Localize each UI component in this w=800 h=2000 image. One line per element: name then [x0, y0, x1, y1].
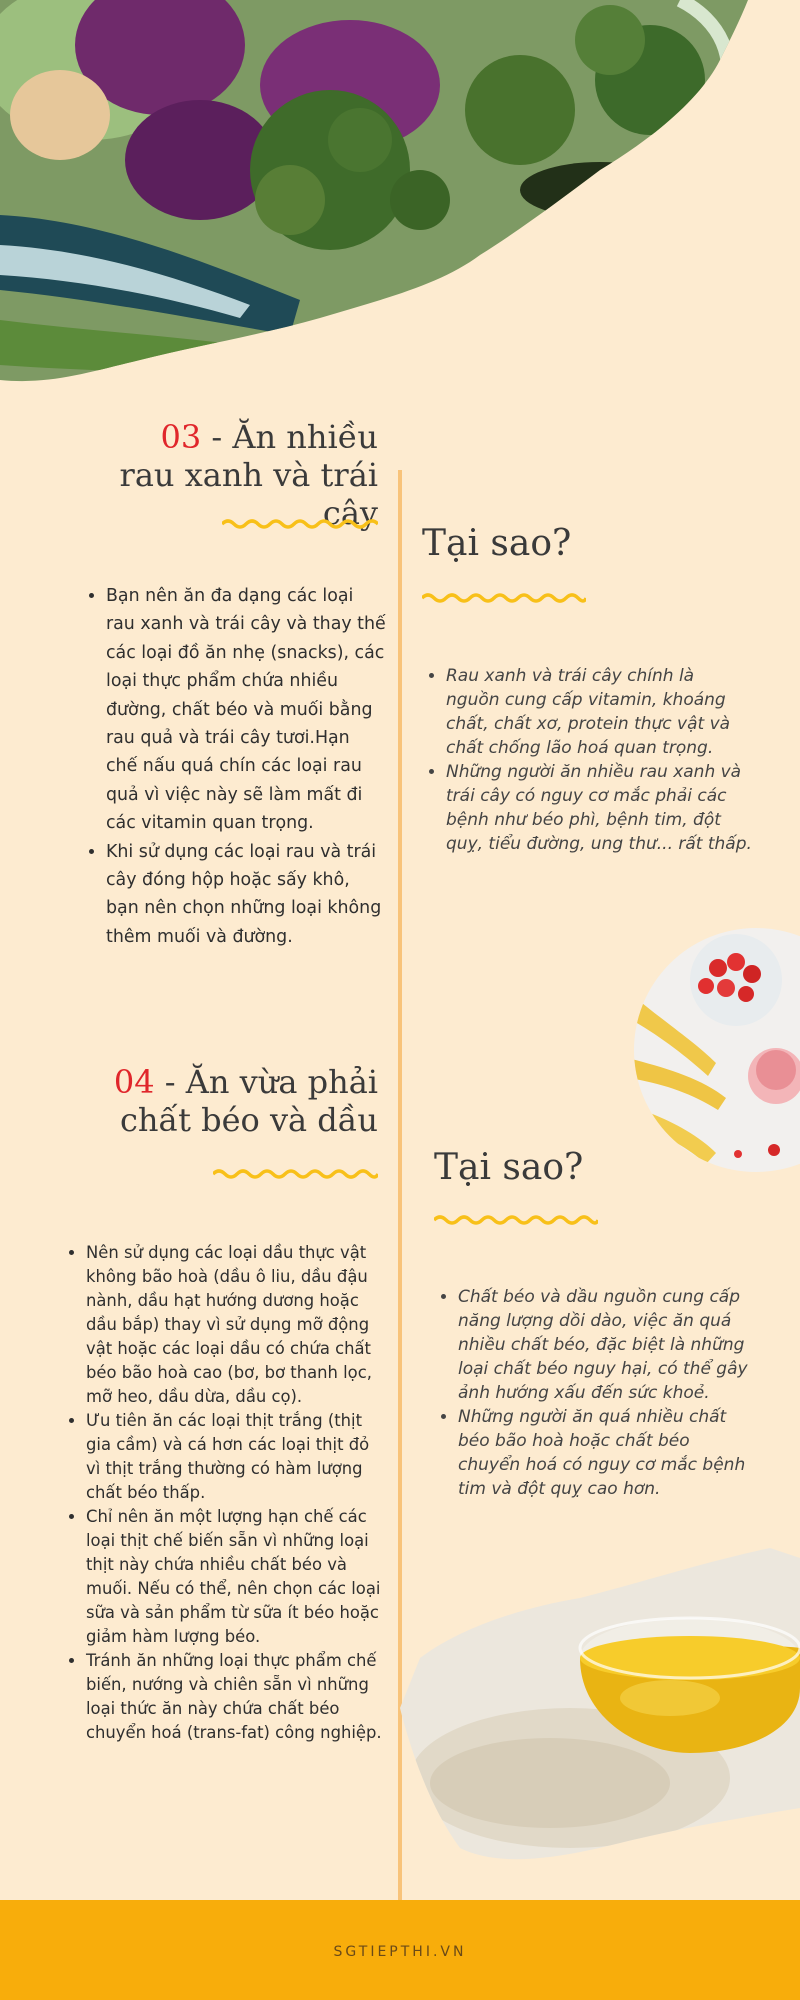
cooking-oil-photo	[400, 1548, 800, 1868]
wavy-underline	[434, 1214, 598, 1226]
footer-site-link[interactable]: SGTIEPTHI.VN	[333, 1944, 467, 1960]
list-item: • Nên sử dụng các loại dầu thực vật không bão hoà (dầu ô liu, dầu đậu nành, dầu hạt hướng dương hoặc dầu bắp) thay vì sử dụng mỡ động vật hoặc các loại dầu có chứa chất béo bão hoà cao (bơ, bơ thanh lọc, mỡ heo, dầu dừa, dầu cọ).	[86, 1241, 384, 1409]
list-item: • Chỉ nên ăn một lượng hạn chế các loại thịt chế biến sẵn vì những loại thịt này chứa nhiều chất béo và muối. Nếu có thể, nên chọn các loại sữa và sản phẩm từ sữa ít béo hoặc giảm hàm lượng béo.	[86, 1505, 384, 1649]
section-04-advice-list	[66, 1241, 384, 1745]
section-04-heading: - Ăn vừa phải	[154, 1063, 378, 1101]
section-04-title	[60, 1063, 378, 1139]
section-04-title-line2: chất béo và dầu	[119, 1101, 378, 1139]
section-03-advice-list	[86, 582, 386, 951]
section-03-reason-list	[426, 664, 752, 856]
wavy-underline	[222, 518, 378, 530]
list-item: • Ưu tiên ăn các loại thịt trắng (thịt gia cầm) và cá hơn các loại thịt đỏ vì thịt trắng thường có hàm lượng chất béo thấp.	[86, 1409, 384, 1505]
section-03-title-line1	[60, 418, 378, 456]
list-item: • Những người ăn quá nhiều chất béo bão hoà hoặc chất béo chuyển hoá có nguy cơ mắc bệnh tim và đột quỵ cao hơn.	[458, 1405, 756, 1501]
list-item: • Khi sử dụng các loại rau và trái cây đóng hộp hoặc sấy khô, bạn nên chọn những loại không thêm muối và đường.	[106, 838, 386, 952]
vegetables-photo	[0, 0, 760, 395]
wavy-underline	[422, 592, 586, 604]
wavy-underline	[213, 1168, 378, 1180]
section-04-reason-list	[438, 1285, 756, 1501]
list-item: • Những người ăn nhiều rau xanh và trái cây có nguy cơ mắc phải các bệnh như béo phì, bệnh tim, đột quỵ, tiểu đường, ung thư... rất thấp.	[446, 760, 752, 856]
section-04-title-line1	[60, 1063, 378, 1101]
section-03-title-line2: rau xanh và trái cây	[119, 456, 378, 532]
list-item: • Chất béo và dầu nguồn cung cấp năng lượng dồi dào, việc ăn quá nhiều chất béo, đặc biệt là những loại chất béo nguy hại, có thể gây ảnh hướng xấu đến sức khoẻ.	[458, 1285, 756, 1405]
section-04-number: 04	[113, 1063, 155, 1101]
list-item: • Rau xanh và trái cây chính là nguồn cung cấp vitamin, khoáng chất, chất xơ, protein thực vật và chất chống lão hoá quan trọng.	[446, 664, 752, 760]
list-item: • Bạn nên ăn đa dạng các loại rau xanh và trái cây và thay thế các loại đồ ăn nhẹ (snacks), các loại thực phẩm chứa nhiều đường, chất béo và muối bằng rau quả và trái cây tươi.Hạn chế nấu quá chín các loại rau quả vì việc này sẽ làm mất đi các vitamin quan trọng.	[106, 582, 386, 838]
why-title-04: Tại sao?	[434, 1147, 584, 1188]
section-03-title	[60, 418, 378, 532]
why-title-03: Tại sao?	[422, 523, 572, 564]
banana-strawberry-photo	[626, 928, 800, 1172]
section-03-number: 03	[160, 418, 202, 456]
section-03-heading: - Ăn nhiều	[201, 418, 378, 456]
list-item: • Tránh ăn những loại thực phẩm chế biến, nướng và chiên sẵn vì những loại thức ăn này chứa chất béo chuyển hoá (trans-fat) công nghiệp.	[86, 1649, 384, 1745]
